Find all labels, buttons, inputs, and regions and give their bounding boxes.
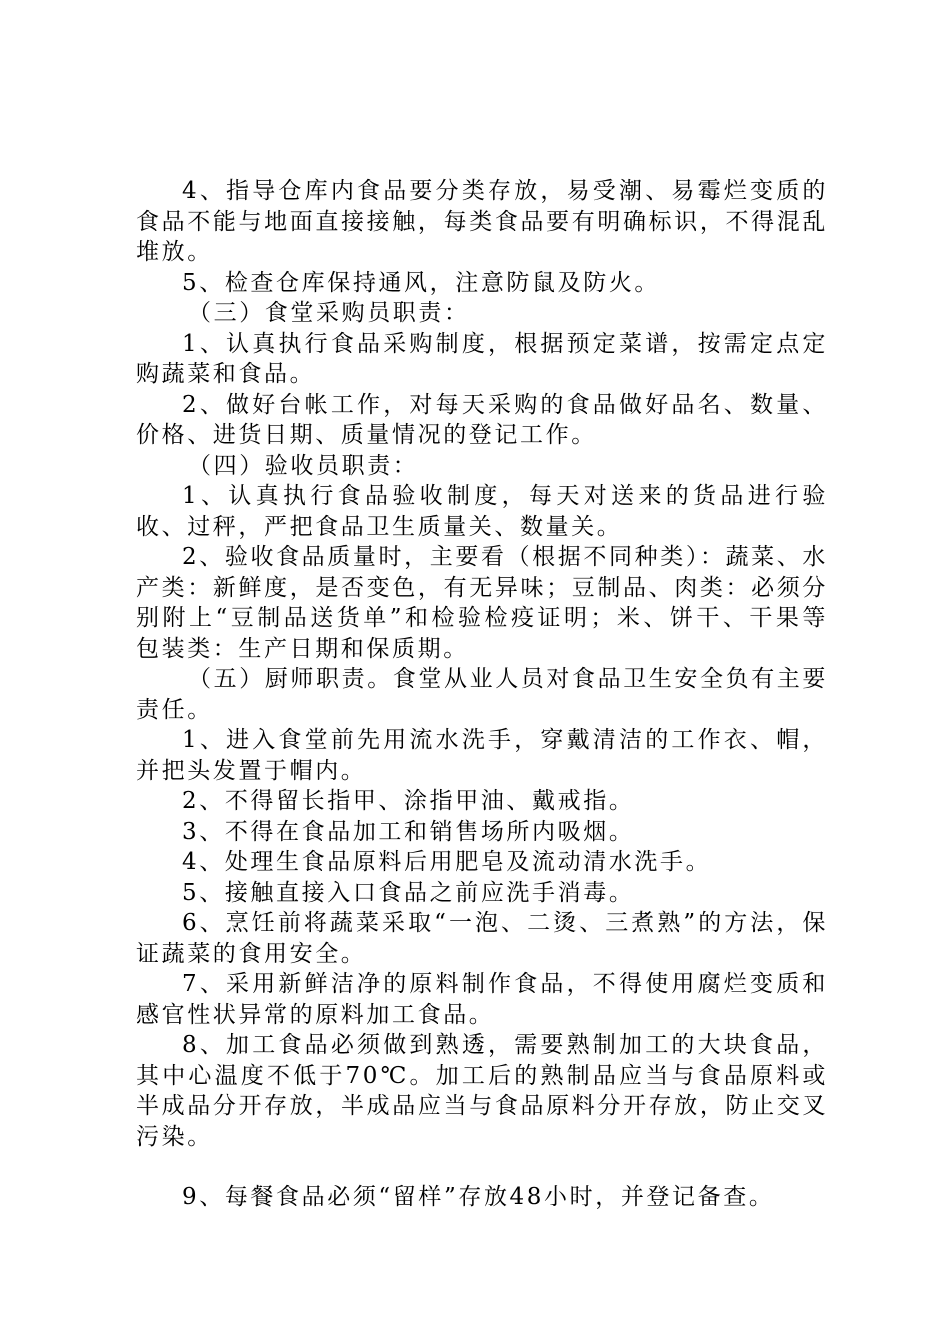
paragraph-inspector-item-1: 1、认真执行食品验收制度，每天对送来的货品进行验收、过秤，严把食品卫生质量关、数量关。 — [136, 483, 828, 540]
paragraph-purchaser-item-2: 2、做好台帐工作，对每天采购的食品做好品名、数量、价格、进货日期、质量情况的登记工作。 — [136, 391, 828, 448]
paragraph-warehouse-item-4: 4、指导仓库内食品要分类存放，易受潮、易霉烂变质的食品不能与地面直接接触，每类食品要有明确标识，不得混乱堆放。 — [136, 178, 828, 265]
paragraph-chef-item-3: 3、不得在食品加工和销售场所内吸烟。 — [182, 818, 635, 845]
section-heading-purchaser: （三）食堂采购员职责： — [188, 300, 470, 326]
paragraph-purchaser-item-1: 1、认真执行食品采购制度，根据预定菜谱，按需定点定购蔬菜和食品。 — [136, 330, 828, 387]
paragraph-chef-item-6: 6、烹饪前将蔬菜采取“一泡、二烫、三煮熟”的方法，保证蔬菜的食用安全。 — [136, 910, 828, 967]
paragraph-chef-item-1: 1、进入食堂前先用流水洗手，穿戴清洁的工作衣、帽，并把头发置于帽内。 — [136, 727, 828, 784]
paragraph-chef-item-7: 7、采用新鲜洁净的原料制作食品，不得使用腐烂变质和感官性状异常的原料加工食品。 — [136, 971, 828, 1028]
section-heading-inspector: （四）验收员职责： — [188, 452, 419, 479]
paragraph-chef-item-5: 5、接触直接入口食品之前应洗手消毒。 — [182, 879, 635, 906]
paragraph-inspector-item-2: 2、验收食品质量时，主要看（根据不同种类）：蔬菜、水产类：新鲜度，是否变色，有无异味；豆制品、肉类：必须分别附上“豆制品送货单”和检验检疫证明；米、饼干、干果等包装类：生产日期和保质期。 — [136, 544, 828, 662]
paragraph-chef-item-4: 4、处理生食品原料后用肥皂及流动清水洗手。 — [182, 849, 712, 875]
section-heading-chef: （五）厨师职责。食堂从业人员对食品卫生安全负有主要责任。 — [136, 666, 828, 723]
paragraph-chef-item-8: 8、加工食品必须做到熟透，需要熟制加工的大块食品，其中心温度不低于70℃。加工后的熟制品应当与食品原料或半成品分开存放，半成品应当与食品原料分开存放，防止交叉污染。 — [136, 1032, 828, 1150]
document-page — [136, 176, 828, 1213]
paragraph-chef-item-9: 9、每餐食品必须“留样”存放48小时，并登记备查。 — [182, 1184, 775, 1210]
paragraph-warehouse-item-5: 5、检查仓库保持通风，注意防鼠及防火。 — [182, 269, 661, 296]
paragraph-chef-item-2: 2、不得留长指甲、涂指甲油、戴戒指。 — [182, 788, 635, 814]
